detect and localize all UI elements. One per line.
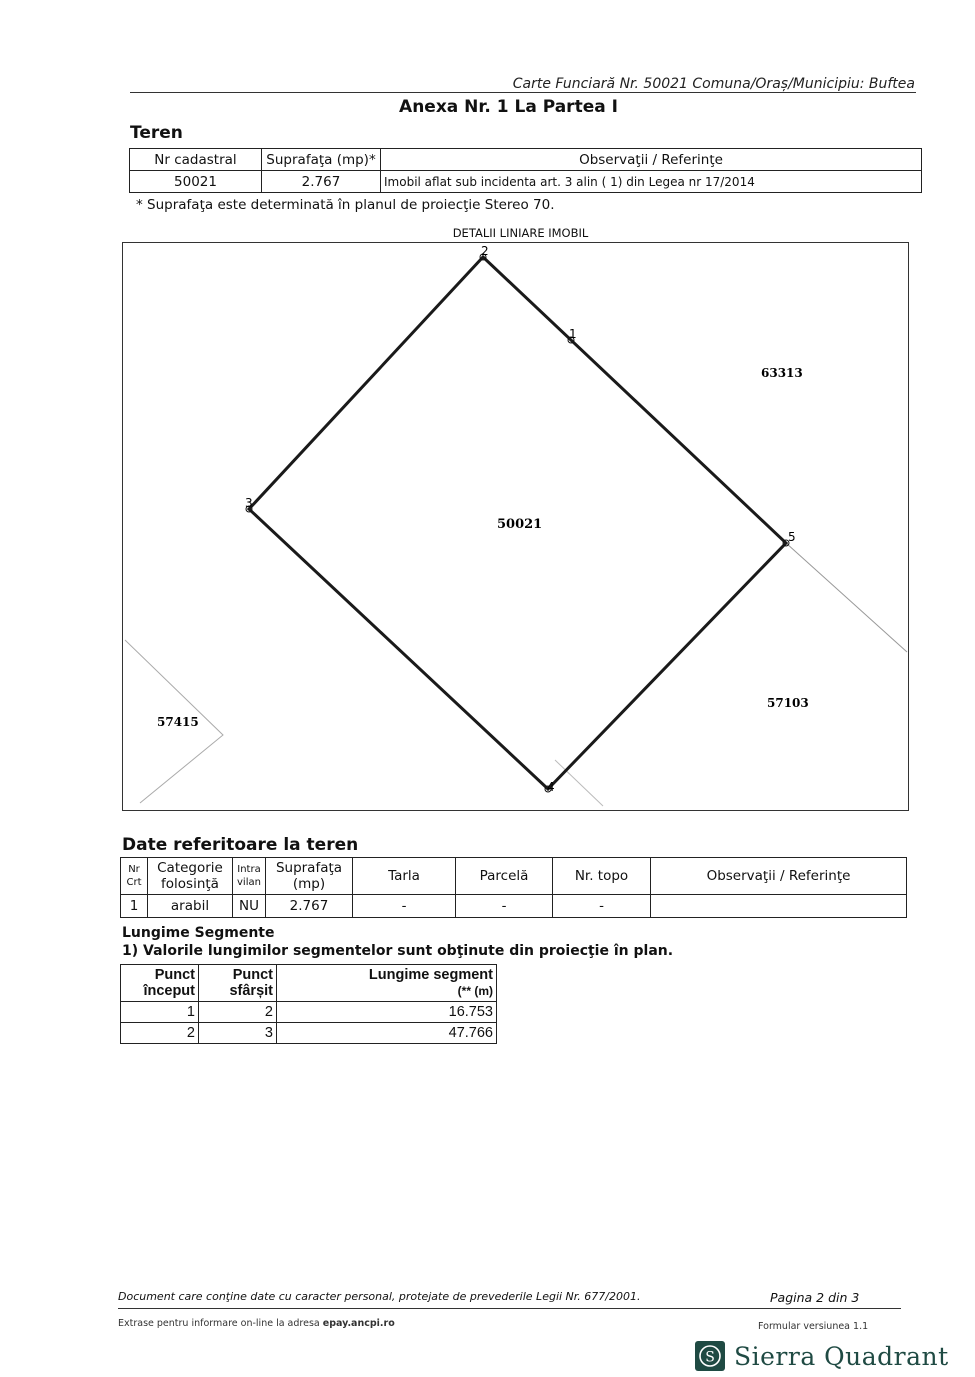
date-teren-table: [120, 857, 907, 918]
header-lungime-segment: [277, 965, 497, 1002]
header-categorie: Categorie folosinţă: [148, 858, 233, 895]
header-suprafata-mp: Suprafaţa (mp): [266, 858, 353, 895]
cell-inceput: 2: [121, 1023, 199, 1044]
carte-funciara-header: Carte Funciară Nr. 50021 Comuna/Oraș/Municipiu: Buftea: [512, 76, 915, 92]
neighbor-boundary-bottom: [555, 760, 603, 806]
point-label-1: 1: [569, 327, 577, 341]
sierra-logo-icon: [694, 1340, 726, 1372]
table-row: [121, 1023, 497, 1044]
neighbor-boundary-57103: [786, 543, 907, 652]
neighbor-label-57415: 57415: [157, 715, 199, 729]
cell-nr-cadastral: 50021: [130, 171, 262, 193]
cell-nr-crt: 1: [121, 895, 148, 918]
point-label-4: 4: [547, 780, 555, 794]
neighbor-label-63313: 63313: [761, 366, 803, 380]
header-tarla: Tarla: [353, 858, 456, 895]
footer-disclaimer: Document care conţine date cu caracter personal, protejate de prevederile Legii Nr. 677/2001.: [118, 1290, 641, 1303]
footer-extrase-text: Extrase pentru informare on-line la adresa: [118, 1318, 320, 1329]
sierra-quadrant-text: Sierra Quadrant: [734, 1341, 949, 1371]
cell-observatii-ref: [651, 895, 907, 918]
table-row: [121, 1002, 497, 1023]
anexa-title: Anexa Nr. 1 La Partea I: [399, 97, 618, 117]
header-intravilan: Intra vilan: [233, 858, 266, 895]
neighbor-label-57103: 57103: [767, 696, 809, 710]
segmente-table: [120, 964, 497, 1044]
header-observatii-ref: Observaţii / Referinţe: [651, 858, 907, 895]
cell-observatii: Imobil aflat sub incidenta art. 3 alin ( 1) din Legea nr 17/2014: [381, 171, 922, 193]
cell-categorie: arabil: [148, 895, 233, 918]
header-punct-sfarsit: Punct sfârșit: [199, 965, 277, 1002]
footer-page-number: Pagina 2 din 3: [770, 1290, 860, 1305]
parcel-label: 50021: [497, 517, 543, 532]
point-label-5: 5: [788, 530, 796, 544]
cell-suprafata: 2.767: [262, 171, 381, 193]
header-punct-inceput: Punct început: [121, 965, 199, 1002]
header-observatii: Observaţii / Referinţe: [381, 149, 922, 171]
cell-inceput: 1: [121, 1002, 199, 1023]
date-teren-title: Date referitoare la teren: [122, 835, 359, 855]
header-nr-cadastral: Nr cadastral: [130, 149, 262, 171]
footer-rule: [118, 1308, 901, 1309]
cell-tarla: -: [353, 895, 456, 918]
footer-url: epay.ancpi.ro: [322, 1318, 395, 1329]
teren-title: Teren: [130, 123, 183, 143]
cell-lungime: 47.766: [277, 1023, 497, 1044]
segmente-title: Lungime Segmente: [122, 925, 275, 941]
map-title: DETALII LINIARE IMOBIL: [452, 226, 589, 240]
footer-extrase: [118, 1318, 395, 1329]
cell-intravilan: NU: [233, 895, 266, 918]
suprafata-note: * Suprafaţa este determinată în planul de proiecţie Stereo 70.: [136, 197, 555, 213]
svg-text:S: S: [705, 1349, 715, 1366]
lungime-unit: (** (m): [457, 984, 493, 998]
point-label-3: 3: [245, 496, 253, 510]
cell-parcela: -: [456, 895, 553, 918]
header-nr-crt: Nr Crt: [121, 858, 148, 895]
cell-lungime: 16.753: [277, 1002, 497, 1023]
header-suprafata: Suprafaţa (mp)*: [262, 149, 381, 171]
point-label-2: 2: [481, 244, 489, 258]
header-nr-topo: Nr. topo: [553, 858, 651, 895]
segmente-subtitle: 1) Valorile lungimilor segmentelor sunt obţinute din proiecţie în plan.: [122, 943, 674, 959]
lungime-label: Lungime segment: [368, 967, 493, 983]
cell-suprafata-mp: 2.767: [266, 895, 353, 918]
header-parcela: Parcelă: [456, 858, 553, 895]
cell-sfarsit: 2: [199, 1002, 277, 1023]
cell-nr-topo: -: [553, 895, 651, 918]
sierra-quadrant-logo: [694, 1338, 949, 1374]
cell-sfarsit: 3: [199, 1023, 277, 1044]
footer-version: Formular versiunea 1.1: [758, 1321, 869, 1332]
